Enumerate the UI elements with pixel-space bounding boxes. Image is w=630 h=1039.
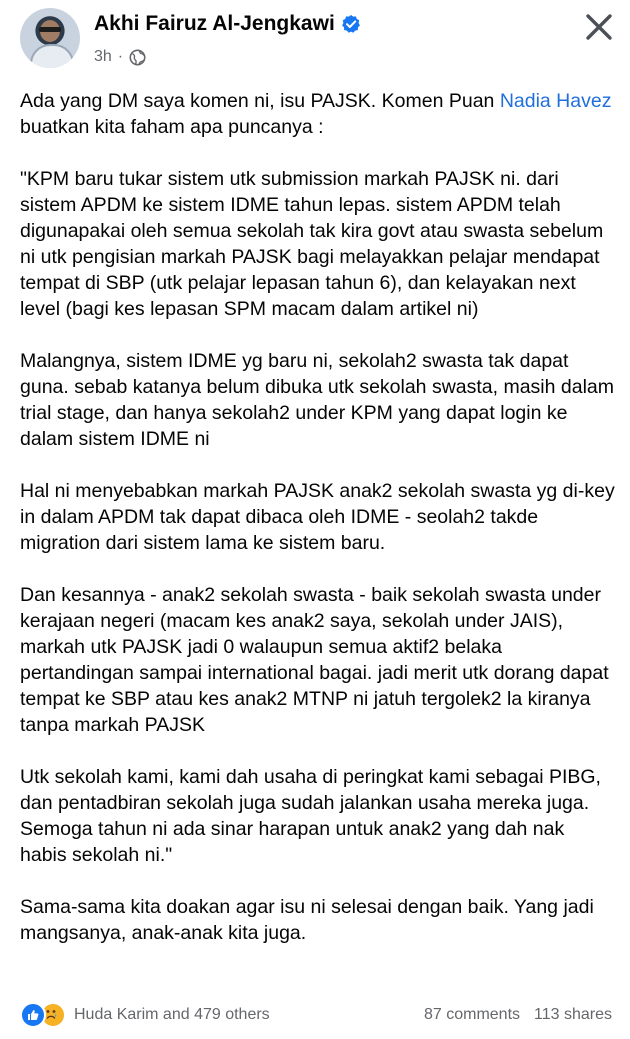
post-paragraph-3: Malangnya, sistem IDME yg baru ni, sekolah2 swasta tak dapat guna. sebab katanya belum dibuka utk sekolah swasta, masih dalam trial stage, dan hanya sekolah2 under KPM yang dapat login ke dalam sistem IDME ni <box>20 350 615 450</box>
post-meta <box>94 48 146 66</box>
author-row <box>94 12 361 36</box>
post-paragraph-5: Dan kesannya - anak2 sekolah swasta - baik sekolah swasta under kerajaan negeri (macam kes anak2 saya, sekolah under JAIS), markah utk PAJSK jadi 0 walaupun semua aktif2 belaka pertandingan sampai international bagai. jadi merit utk dorang dapat tempat ke SBP atau kes anak2 MTNP ni jatuh tergolek2 la kiranya tanpa markah PAJSK <box>20 584 609 736</box>
post-header <box>0 0 630 80</box>
author-avatar[interactable] <box>20 8 80 68</box>
post-footer <box>0 996 630 1036</box>
post-paragraph-4: Hal ni menyebabkan markah PAJSK anak2 sekolah swasta yg di-key in dalam APDM tak dapat dibaca oleh IDME - seolah2 takde migration dari sistem lama ke sistem baru. <box>20 480 615 554</box>
author-name[interactable]: Akhi Fairuz Al-Jengkawi <box>94 12 335 35</box>
post-body <box>20 88 616 946</box>
globe-icon <box>129 49 146 66</box>
post-time[interactable]: 3h <box>94 48 112 65</box>
post-paragraph-2: "KPM baru tukar sistem utk submission markah PAJSK ni. dari sistem APDM ke sistem IDME tahun lepas. sistem APDM telah digunapakai oleh semua sekolah tak kira govt atau swasta sebelum ni utk pengisian markah PAJSK bagi melayakkan pelajar mendapat tempat di SBP (utk pelajar lepasan tahun 6), dan kelayakan next level (bagi kes lepasan SPM macam dalam artikel ni) <box>20 168 604 320</box>
verified-badge-icon <box>341 14 361 34</box>
close-icon[interactable] <box>582 10 616 44</box>
shares-count[interactable]: 113 shares <box>534 1006 612 1023</box>
post-stats <box>424 1006 612 1024</box>
post-paragraph-6: Utk sekolah kami, kami dah usaha di peringkat kami sebagai PIBG, dan pentadbiran sekolah juga sudah jalankan usaha mereka juga. Semoga tahun ni ada sinar harapan untuk anak2 yang dah nak habis sekolah ni." <box>20 766 601 866</box>
post-paragraph-7: Sama-sama kita doakan agar isu ni selesai dengan baik. Yang jadi mangsanya, anak-anak kita juga. <box>20 896 594 944</box>
like-icon <box>20 1002 46 1028</box>
meta-separator: · <box>117 48 124 65</box>
reactions-summary[interactable] <box>20 1002 270 1028</box>
post-paragraph-1: Ada yang DM saya komen ni, isu PAJSK. Komen Puan Nadia Havez buatkan kita faham apa puncanya : <box>20 90 612 138</box>
mention-link[interactable]: Nadia Havez <box>499 90 612 112</box>
comments-count[interactable]: 87 comments <box>423 1006 521 1023</box>
reactors-text: Huda Karim and 479 others <box>74 1006 270 1023</box>
